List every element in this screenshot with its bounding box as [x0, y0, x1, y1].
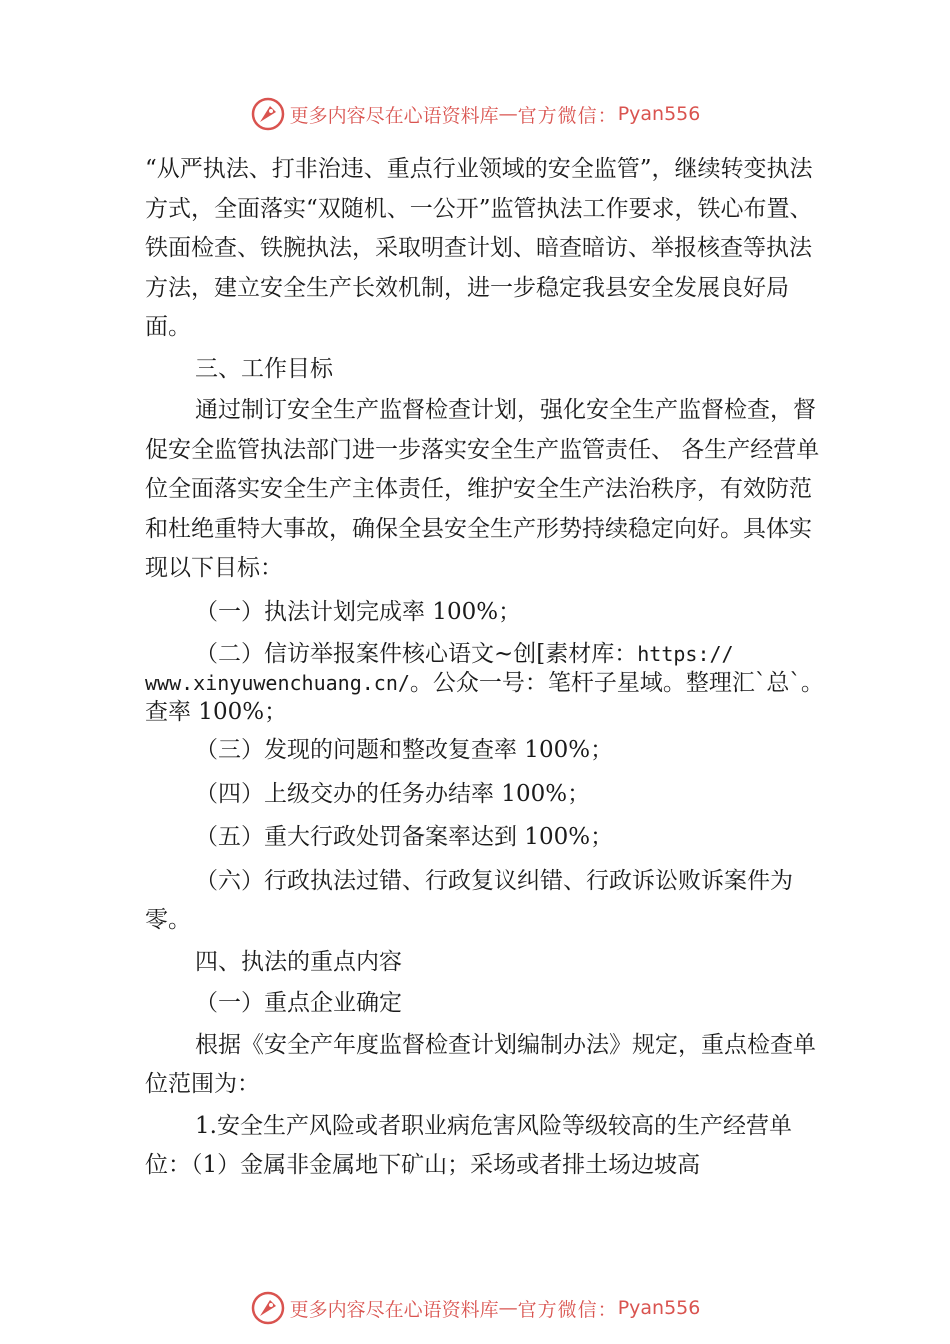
goal-item-2-text-b: 。公众一号：笔杆子星域。整理汇`总`。查率 100%；: [145, 670, 824, 725]
banner-subtitle: 官方微信：: [517, 1298, 618, 1321]
footer-banner: [0, 1288, 950, 1328]
banner-separator: —: [498, 103, 518, 125]
pen-nib-icon: [250, 1290, 286, 1326]
paragraph-intro: “从严执法、打非治违、重点行业领域的安全监管”，继续转变执法方式，全面落实“双随机、一公开”监管执法工作要求，铁心布置、铁面检查、铁腕执法，采取明查计划、暗查暗访、举报核查等执法方法，建立安全生产长效机制，进一步稳定我县安全发展良好局面。: [145, 156, 813, 340]
heading-enforcement-focus: 四、执法的重点内容: [195, 948, 402, 975]
heading-work-goals: 三、工作目标: [195, 355, 333, 382]
goal-item-5: （五）重大行政处罚备案率达到 100%；: [195, 824, 614, 850]
goal-item-4: （四）上级交办的任务办结率 100%；: [195, 780, 591, 807]
goal-item-2-url: www.xinyuwenchuang.cn/: [145, 671, 410, 695]
banner-wechat-id: Pyan556: [617, 103, 701, 125]
banner-title: 更多内容尽在心语资料库: [289, 1298, 499, 1321]
paragraph-goals: 通过制订安全生产监督检查计划，强化安全生产监督检查，督促安全监管执法部门进一步落实安全生产监管责任、 各生产经营单位全面落实安全生产主体责任，维护安全生产法治秩序，有效防范和杜绝重特大事故，确保全县安全生产形势持续稳定向好。具体实现以下目标：: [145, 397, 820, 581]
banner-wechat-id: Pyan556: [617, 1297, 701, 1319]
paragraph-risk-units: 1.安全生产风险或者职业病危害风险等级较高的生产经营单位：（1）金属非金属地下矿山；采场或者排土场边坡高: [145, 1112, 792, 1178]
goal-item-3: （三）发现的问题和整改复查率 100%；: [195, 737, 614, 763]
goal-item-6: （六）行政执法过错、行政复议纠错、行政诉讼败诉案件为零。: [145, 867, 793, 933]
banner-title: 更多内容尽在心语资料库: [289, 104, 499, 127]
goal-item-2-text-a: （二）信访举报案件核心语文~创[素材库：: [195, 641, 638, 667]
banner-separator: —: [498, 1297, 518, 1319]
goal-item-1: （一）执法计划完成率 100%；: [195, 598, 522, 625]
goal-item-2: [145, 636, 825, 727]
document-body: [145, 150, 825, 1186]
header-banner: [0, 94, 950, 134]
goal-item-2-url-scheme: https://: [637, 642, 734, 666]
subheading-key-enterprises: （一）重点企业确定: [195, 990, 402, 1016]
pen-nib-icon: [250, 96, 286, 132]
banner-subtitle: 官方微信：: [517, 104, 618, 127]
paragraph-regulation: 根据《安全产年度监督检查计划编制办法》规定，重点检查单位范围为：: [145, 1031, 816, 1097]
